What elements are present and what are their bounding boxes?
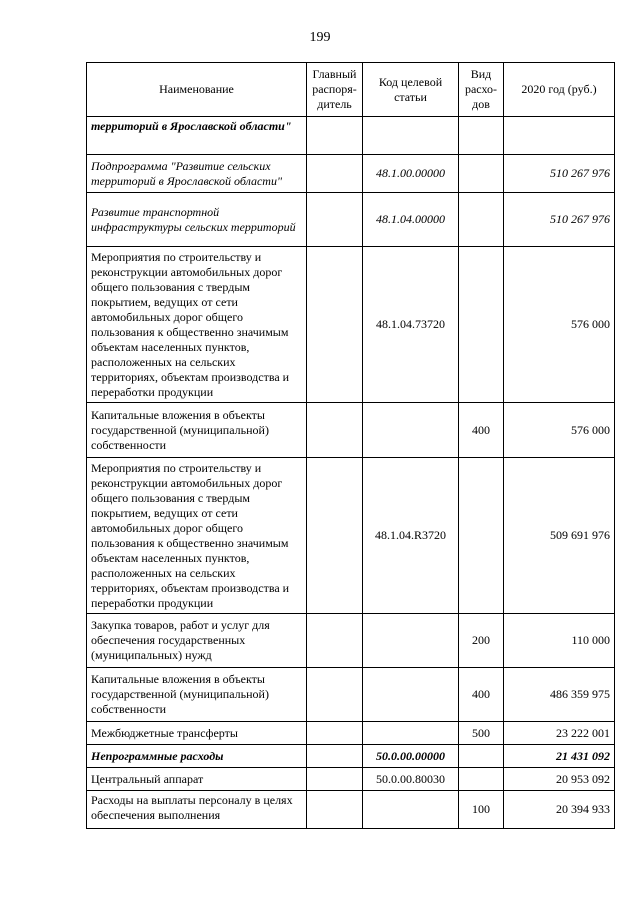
row-code bbox=[363, 403, 459, 458]
row-expense-type: 200 bbox=[459, 614, 504, 668]
row-name: Мероприятия по строительству и реконструкции автомобильных дорог общего пользования с твердым покрытием, ведущих от сети автомобильных дорог общего пользования к общественно значимым объектам населенных пунктов, расположенных на сельских территориях, объектам производства и переработки продукции bbox=[87, 247, 307, 403]
header-expense-type: Вид расхо-дов bbox=[459, 63, 504, 117]
table-row bbox=[87, 791, 615, 829]
row-administrator bbox=[307, 768, 363, 791]
row-expense-type bbox=[459, 117, 504, 155]
row-expense-type: 400 bbox=[459, 668, 504, 722]
row-sum: 20 394 933 bbox=[504, 791, 615, 829]
table-row bbox=[87, 668, 615, 722]
row-code: 48.1.04.73720 bbox=[363, 247, 459, 403]
table-body bbox=[87, 117, 615, 829]
table-row bbox=[87, 768, 615, 791]
row-administrator bbox=[307, 668, 363, 722]
row-administrator bbox=[307, 193, 363, 247]
table-header-row bbox=[87, 63, 615, 117]
row-sum: 576 000 bbox=[504, 403, 615, 458]
row-sum: 21 431 092 bbox=[504, 745, 615, 768]
row-administrator bbox=[307, 791, 363, 829]
row-name: Развитие транспортной инфраструктуры сельских территорий bbox=[87, 193, 307, 247]
row-name: Центральный аппарат bbox=[87, 768, 307, 791]
row-sum: 510 267 976 bbox=[504, 193, 615, 247]
row-administrator bbox=[307, 745, 363, 768]
header-code: Код целевой статьи bbox=[363, 63, 459, 117]
page-number: 199 bbox=[309, 30, 331, 45]
row-sum: 20 953 092 bbox=[504, 768, 615, 791]
budget-table bbox=[86, 62, 615, 829]
row-name: территорий в Ярославской области" bbox=[87, 117, 307, 155]
row-code bbox=[363, 791, 459, 829]
row-code bbox=[363, 117, 459, 155]
row-expense-type: 100 bbox=[459, 791, 504, 829]
table-row bbox=[87, 403, 615, 458]
row-name: Подпрограмма "Развитие сельских территорий в Ярославской области" bbox=[87, 155, 307, 193]
table-row bbox=[87, 614, 615, 668]
row-name: Расходы на выплаты персоналу в целях обеспечения выполнения bbox=[87, 791, 307, 829]
table-row bbox=[87, 193, 615, 247]
row-expense-type bbox=[459, 247, 504, 403]
table-row bbox=[87, 722, 615, 745]
header-name: Наименование bbox=[87, 63, 307, 117]
table-row bbox=[87, 117, 615, 155]
header-year: 2020 год (руб.) bbox=[504, 63, 615, 117]
row-sum: 510 267 976 bbox=[504, 155, 615, 193]
row-code bbox=[363, 614, 459, 668]
row-expense-type bbox=[459, 193, 504, 247]
row-expense-type: 500 bbox=[459, 722, 504, 745]
row-name: Непрограммные расходы bbox=[87, 745, 307, 768]
row-administrator bbox=[307, 117, 363, 155]
row-expense-type bbox=[459, 155, 504, 193]
row-sum bbox=[504, 117, 615, 155]
row-administrator bbox=[307, 458, 363, 614]
row-expense-type bbox=[459, 768, 504, 791]
row-code bbox=[363, 668, 459, 722]
row-code: 50.0.00.80030 bbox=[363, 768, 459, 791]
row-expense-type bbox=[459, 745, 504, 768]
row-name: Закупка товаров, работ и услуг для обеспечения государственных (муниципальных) нужд bbox=[87, 614, 307, 668]
row-administrator bbox=[307, 722, 363, 745]
row-sum: 23 222 001 bbox=[504, 722, 615, 745]
row-sum: 486 359 975 bbox=[504, 668, 615, 722]
row-code: 48.1.00.00000 bbox=[363, 155, 459, 193]
row-expense-type bbox=[459, 458, 504, 614]
row-code: 50.0.00.00000 bbox=[363, 745, 459, 768]
row-sum: 576 000 bbox=[504, 247, 615, 403]
row-code: 48.1.04.R3720 bbox=[363, 458, 459, 614]
row-name: Мероприятия по строительству и реконструкции автомобильных дорог общего пользования с твердым покрытием, ведущих от сети автомобильных дорог общего пользования к общественно значимым объектам населенных пунктов, расположенных на сельских территориях, объектам производства и переработки продукции bbox=[87, 458, 307, 614]
row-name: Капитальные вложения в объекты государственной (муниципальной) собственности bbox=[87, 403, 307, 458]
row-administrator bbox=[307, 155, 363, 193]
row-name: Межбюджетные трансферты bbox=[87, 722, 307, 745]
table-row bbox=[87, 458, 615, 614]
row-name: Капитальные вложения в объекты государственной (муниципальной) собственности bbox=[87, 668, 307, 722]
row-administrator bbox=[307, 614, 363, 668]
table-row bbox=[87, 247, 615, 403]
row-code bbox=[363, 722, 459, 745]
table-row bbox=[87, 745, 615, 768]
row-sum: 509 691 976 bbox=[504, 458, 615, 614]
row-expense-type: 400 bbox=[459, 403, 504, 458]
header-administrator: Главный распоря-дитель bbox=[307, 63, 363, 117]
row-administrator bbox=[307, 247, 363, 403]
row-sum: 110 000 bbox=[504, 614, 615, 668]
row-administrator bbox=[307, 403, 363, 458]
row-code: 48.1.04.00000 bbox=[363, 193, 459, 247]
table-row bbox=[87, 155, 615, 193]
